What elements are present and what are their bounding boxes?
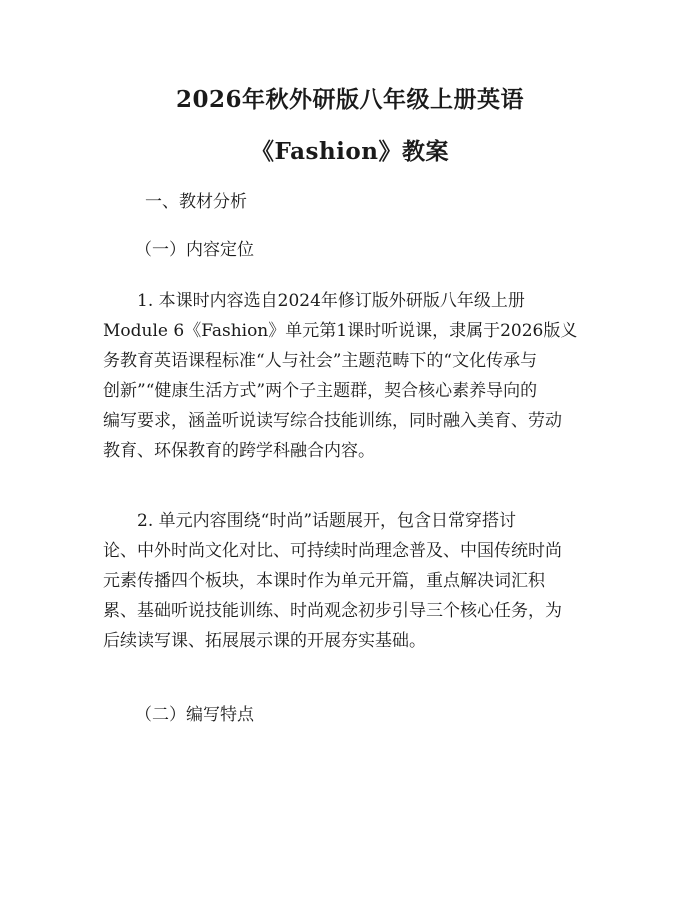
- paragraph-1-line: 务教育英语课程标准“人与社会”主题范畴下的“文化传承与: [103, 351, 538, 371]
- paragraph-2-line: 论、中外时尚文化对比、可持续时尚理念普及、中国传统时尚: [103, 541, 562, 561]
- paragraph-1-line: Module 6《Fashion》单元第1课时听说课，隶属于2026版义: [103, 321, 578, 341]
- paragraph-2-line: 2. 单元内容围绕“时尚”话题展开，包含日常穿搭讨: [137, 511, 517, 531]
- paragraph-2-line: 累、基础听说技能训练、时尚观念初步引导三个核心任务，为: [103, 601, 562, 621]
- paragraph-2: [103, 506, 598, 656]
- subsection-heading-writing-features: （二）编写特点: [135, 705, 254, 725]
- paragraph-2-line: 元素传播四个板块，本课时作为单元开篇，重点解决词汇积: [103, 571, 545, 591]
- subsection-heading-content-positioning: （一）内容定位: [135, 240, 254, 260]
- paragraph-1: [103, 286, 598, 466]
- paragraph-2-line: 后续读写课、拓展展示课的开展夯实基础。: [103, 631, 426, 651]
- section-heading-textbook-analysis: 一、教材分析: [145, 192, 247, 212]
- paragraph-1-line: 编写要求，涵盖听说读写综合技能训练，同时融入美育、劳动: [103, 411, 562, 431]
- paragraph-1-line: 1. 本课时内容选自2024年修订版外研版八年级上册: [137, 291, 525, 311]
- paragraph-1-line: 教育、环保教育的跨学科融合内容。: [103, 441, 375, 461]
- document-title-line-1: 2026年秋外研版八年级上册英语: [175, 86, 524, 113]
- document-title-line-2: 《Fashion》教案: [251, 138, 449, 165]
- paragraph-1-line: 创新”“健康生活方式”两个子主题群，契合核心素养导向的: [103, 381, 538, 401]
